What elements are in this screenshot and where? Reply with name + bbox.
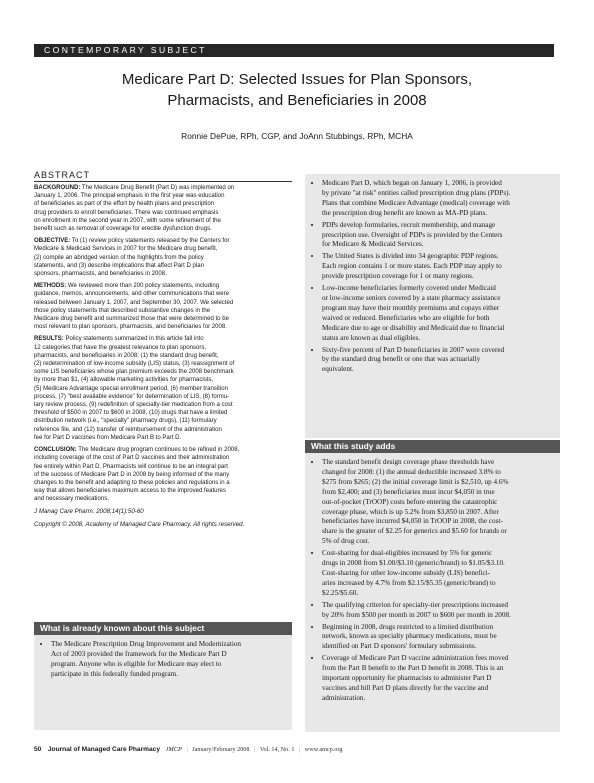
list-item-line: identified on Part D sponsors' formulary submissions. [322,642,477,651]
list-item [322,654,552,704]
abstract-results [34,335,292,442]
list-item [322,623,552,653]
abstract-line: statements, and (3) describe implications that affect Part D plan [34,262,204,269]
journal-url[interactable]: www.amcp.org [304,746,343,753]
abstract-methods [34,282,292,331]
list-item-line: for Medicare & Medicaid Services. [322,240,424,249]
list-item-line: from the Part B benefit to the Part D benefit in 2008. This is an [322,664,504,673]
section-label: CONCLUSION: [34,447,77,454]
list-item-line: program may have their monthly premiums and copays either [322,303,500,312]
abstract-line: Medicare & Medicaid Services in 2007 for the Medicare drug benefit, [34,246,218,253]
volume: Vol. 14, No. 1 [259,746,295,753]
list-item-line: • Coverage of Medicare Part D vaccine administration fees moved [322,654,509,663]
footer-separator: | [186,746,188,753]
list-item-line: Plans that combine Medicare Advantage (medical) coverage with [322,198,510,207]
list-item [322,549,552,599]
abstract-line: (2) compile an abridged version of the highlights from the policy [34,254,204,261]
copyright: Copyright © 2008, Academy of Managed Care Pharmacy. All rights reserved. [34,520,245,528]
abstract-line: most relevant to plan sponsors, pharmacists, and beneficiaries for 2008. [34,324,227,331]
list-item [322,221,552,251]
known-box-list [34,635,292,686]
known-box [34,622,292,730]
list-item-line: $2.25/$5.60. [322,588,359,597]
list-item-line: $275 from $265; (2) the initial coverage limit is $2,510, up 4.6% [322,477,509,486]
article-title [34,69,560,111]
list-item-line: waived or reduced. Beneficiaries who are eligible for both [322,313,490,322]
known-cont-list [305,174,560,381]
abstract-line: fee entirely within Part D. Pharmacists will continue to be an integral part [34,463,228,470]
abstract-line: released between January 1, 2007, and September 30, 2007. We selected [34,299,234,306]
list-item-line: Each region contains 1 or more states. Each PDP may apply to [322,262,502,271]
list-item-line: drugs in 2008 from $1.00/$3.10 (generic/brand) to $1.05/$3.10. [322,559,505,568]
section-label: RESULTS: [34,336,64,343]
abstract-line: those policy statements that described substantive changes in the [34,307,211,314]
abstract-line: Medicare drug benefit and summarized those that were determined to be [34,316,229,323]
citation: J Manag Care Pharm. 2008;14(1):50-60 [34,507,144,515]
list-item-line: provide prescription coverage for 1 or many regions. [322,272,474,281]
section-label: OBJECTIVE: [34,238,71,245]
list-item-line: prescription use. Oversight of PDPs is provided by the Centers [322,230,503,239]
title-line: Medicare Part D: Selected Issues for Plan Sponsors, [121,71,473,88]
abstract-line: (2) redetermination of low-income subsidy (LIS) status, (3) reassignment of [34,361,235,368]
footer-separator: | [254,746,256,753]
list-item-line: coverage phase, which is up 5.2% from $3,850 in 2007. After [322,507,499,516]
abstract-conclusion [34,446,292,503]
adds-box-heading: What this study adds [305,440,560,453]
list-item [322,601,552,621]
abstract-line: changes to the benefit and adapting to these policies and regulations in a [34,479,230,486]
section-banner: CONTEMPORARY SUBJECT [34,44,554,57]
list-item-line: status are known as dual eligibles. [322,333,421,342]
abstract-line: drug providers to enroll beneficiaries. There was continued emphasis [34,209,219,216]
abstract-line: METHODS: We reviewed more than 200 policy statements, including [34,283,220,290]
abstract-line: fee for Part D vaccines from Medicare Part B to Part D. [34,434,182,441]
list-item-line: by private "at risk" entities called prescription drug plans (PDPs). [322,188,511,197]
list-item [322,179,552,219]
abstract-line: of beneficiaries as part of the effort by health plans and prescription [34,201,215,208]
abstract-line: (5) Medicare Advantage special enrollment period, (6) member transition [34,385,228,392]
abstract-line: on enrollment in the second year in 2007, with some refinement of the [34,217,221,224]
abstract-line: lary review process, (9) redefinition of specialty-tier medication from a cost [34,402,233,409]
list-item-line: • Sixty-five percent of Part D beneficiaries in 2007 were covered [322,345,505,354]
abstract-line: threshold of $500 in 2007 to $600 in 2008, (10) drugs that have a limited [34,410,228,417]
abstract-line: process, (7) "best available evidence" for determination of LIS, (8) formu- [34,393,230,400]
list-item-line: network, known as specialty pharmacy medications, must be [322,632,497,641]
abstract-line: benefit such as removal of coverage for erectile dysfunction drugs. [34,226,212,233]
section-label: METHODS: [34,283,67,290]
abstract-line: sponsors, pharmacists, and beneficiaries in 2008. [34,271,167,278]
list-item [322,458,552,547]
page-footer [34,746,560,756]
abstract-line: January 1, 2006. The principal emphasis in the first year was education [34,193,225,200]
list-item [322,252,552,282]
abstract-background [34,184,292,233]
list-item-line: aries increased by 4.7% from $2.15/$5.35 (generic/brand) to [322,578,496,587]
journal-abbrev: JMCP [165,746,182,753]
list-item-line: equivalent. [322,365,354,374]
list-item-line: vaccines and bill Part D plans directly for the vaccine and [322,683,489,692]
list-item-line: Cost-sharing for other low-income subsidy (LIS) benefici- [322,568,491,577]
abstract-line: RESULTS: Policy statements summarized in this article fall into [34,336,204,343]
abstract-line: guidance, memos, announcements, and other communications that were [34,291,229,298]
list-item-line: or low-income seniors covered by a state pharmacy assistance [322,293,501,302]
list-item-line: participate in this federally funded program. [51,669,178,678]
list-item [322,346,552,376]
abstract-line: way that allows beneficiaries maximum access to the improved features [34,488,226,495]
abstract-line: pharmacists, and beneficiaries in 2008: (1) the standard drug benefit, [34,352,219,359]
list-item-line: • The Medicare Prescription Drug Improvement and Modernization [51,640,242,648]
journal-name: Journal of Managed Care Pharmacy [47,746,161,753]
list-item-line: • Medicare Part D, which began on January 1, 2006, is provided [322,179,502,187]
abstract-line: distribution network (i.e., "specialty" pharmacy drugs), (11) formulary [34,418,217,425]
abstract-line: of the success of Medicare Part D in 2008 by being informed of the many [34,471,230,478]
list-item-line: Act of 2003 provided the framework for the Medicare Part D [51,649,227,658]
issue-date: January/February 2008 [192,746,250,753]
abstract-line: reference file, and (12) transfer of reimbursement of the administration [34,426,222,433]
list-item-line: Medicare due to age or disability and Medicaid due to financial [322,323,505,332]
abstract-line: BACKGROUND: The Medicare Drug Benefit (Part D) was implemented on [34,185,235,191]
list-item-line: changed for 2008: (1) the annual deductible increased 3.8% to [322,467,501,476]
list-item-line: • The United States is divided into 34 geographic PDP regions. [322,252,499,261]
list-item-line: • PDPs develop formularies, recruit membership, and manage [322,220,496,229]
list-item-line: beneficiaries have incurred $4,050 in TrOOP in 2008, the cost- [322,517,503,526]
list-item-line: program. Anyone who is eligible for Medicare may elect to [51,659,222,668]
list-item-line: • Beginning in 2008, drugs restricted to a limited distribution [322,622,494,631]
list-item-line: • The standard benefit design coverage phase thresholds have [322,458,495,466]
adds-box-list [305,453,560,710]
list-item-line: administration. [322,693,366,702]
abstract-line: CONCLUSION: The Medicare drug program continues to be refined in 2008, [34,447,240,454]
abstract-line: and necessary medications. [34,496,109,503]
abstract-objective [34,237,292,278]
footer-separator: | [298,746,301,753]
known-box-heading: What is already known about this subject [34,622,292,635]
list-item-line: 5% of drug cost. [322,537,370,546]
list-item-line: • The qualifying criterion for specialty-tier prescriptions increased [322,600,509,609]
abstract-line: 12 categories that have the greatest relevance to plan sponsors, [34,344,207,351]
adds-box [305,440,560,732]
list-item-line: • Low-income beneficiaries formerly covered under Medicaid [322,284,496,293]
list-item [322,284,552,343]
section-label: BACKGROUND: [34,185,81,191]
title-line: Pharmacists, and Beneficiaries in 2008 [167,92,427,109]
abstract-line: OBJECTIVE: To (1) review policy statements released by the Centers for [34,238,230,245]
list-item-line: from $2,400; and (3) beneficiaries must incur $4,050 in true [322,487,495,496]
authors: Ronnie DePue, RPh, CGP, and JoAnn Stubbings, RPh, MCHA [181,131,413,141]
list-item-line: important opportunity for pharmacists to administer Part D [322,674,492,683]
abstract-column [34,170,292,528]
page-number: 50 [34,746,42,753]
abstract-line: including coverage of the cost of Part D vaccines and their administration [34,455,230,462]
list-item-line: by the standard drug benefit or one that was actuarially [322,355,481,364]
list-item-line: by 20% from $500 per month in 2007 to $600 per month in 2008. [322,610,511,619]
list-item-line: share is the greater of $2.25 for generics and $5.60 for brands or [322,527,507,536]
list-item-line: the prescription drug benefit are known as MA-PD plans. [322,208,488,217]
abstract-line: some LIS beneficiaries whose plan premium exceeds the 2008 benchmark [34,369,234,376]
abstract-heading: ABSTRACT [34,170,292,182]
list-item-line: out-of-pocket (TrOOP) costs before entering the catastrophic [322,497,498,506]
list-item-line: • Cost-sharing for dual-eligibles increased by 5% for generic [322,549,493,558]
known-box-continued [305,174,560,438]
abstract-line: by more than $1, (4) allowable marketing activities for pharmacists, [34,377,214,384]
list-item [51,640,284,680]
